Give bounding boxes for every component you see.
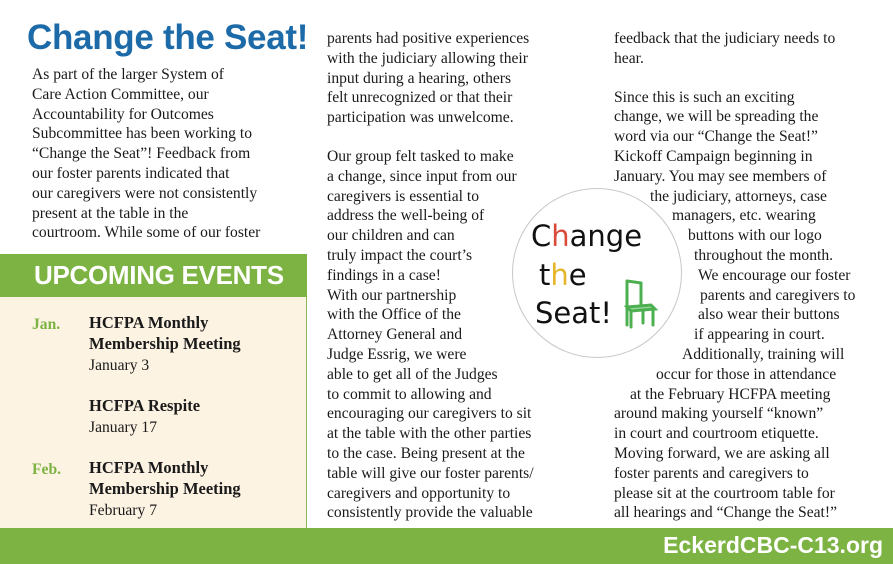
event-name-line: HCFPA Monthly — [89, 458, 209, 477]
upcoming-events-header — [0, 254, 307, 297]
paragraph — [614, 29, 884, 69]
upcoming-events-list — [0, 297, 307, 528]
text-line: feedback that the judiciary needs to — [614, 30, 836, 47]
text-line: Judge Essrig, we were — [327, 345, 467, 363]
text-line: at the February HCFPA meeting — [630, 385, 831, 403]
text-line: “Change the Seat”! Feedback from — [32, 145, 251, 163]
event-name-line: HCFPA Respite — [89, 396, 201, 415]
text-line: findings in a case! — [327, 266, 441, 284]
upcoming-events-title: UPCOMING EVENTS — [34, 260, 284, 290]
text-line: caregivers is essential to — [327, 187, 479, 205]
text-line: Our group felt tasked to make — [327, 147, 514, 165]
event-name-line: HCFPA Monthly — [89, 313, 209, 332]
text-line: parents and caregivers to — [700, 286, 856, 304]
text-line: with the Office of the — [327, 306, 461, 324]
paragraph — [327, 29, 597, 128]
text-line: input during a hearing, others — [327, 69, 512, 87]
text-line: encouraging our caregivers to sit — [327, 405, 532, 423]
text-line: to the case. Being present at the — [327, 444, 525, 462]
text-line: Accountability for Outcomes — [32, 105, 214, 123]
text-line: our children and can — [327, 227, 455, 245]
event-name — [89, 312, 299, 354]
text-line: present at the table in the — [32, 204, 189, 222]
text-line: January. You may see members of — [614, 167, 827, 185]
event-name — [89, 457, 299, 499]
text-line: consistently provide the valuable — [327, 504, 533, 522]
page-title: Change the Seat! — [27, 18, 309, 57]
text-line: Subcommittee has been working to — [32, 125, 253, 143]
intro-text — [32, 65, 312, 243]
text-line: Kickoff Campaign beginning in — [614, 147, 813, 165]
text-line: if appearing in court. — [694, 326, 825, 344]
text-line: As part of the larger System of — [32, 66, 224, 83]
logo-line-seat: Seat! — [535, 296, 613, 330]
event-name-line: Membership Meeting — [89, 479, 241, 498]
text-line: foster parents and caregivers to — [614, 464, 809, 482]
text-line: courtroom. While some of our foster — [32, 224, 261, 242]
event-date: February 7 — [89, 502, 157, 519]
text-line: with the judiciary allowing their — [327, 49, 528, 67]
logo-letter: e — [568, 258, 587, 292]
text-line: table will give our foster parents/ — [327, 464, 534, 482]
text-line: Moving forward, we are asking all — [614, 444, 830, 462]
logo-letter: C — [531, 219, 552, 253]
event-month: Feb. — [32, 461, 62, 478]
text-line: caregivers and opportunity to — [327, 484, 511, 502]
text-line: at the table with the other parties — [327, 425, 532, 443]
text-line: Additionally, training will — [682, 345, 845, 363]
text-line: parents had positive experiences — [327, 30, 530, 47]
logo-line-change — [531, 219, 642, 253]
text-line: all hearings and “Change the Seat!” — [614, 504, 837, 522]
text-line: our foster parents indicated that — [32, 164, 230, 182]
green-chair-icon — [621, 277, 659, 329]
text-line: We encourage our foster — [698, 266, 851, 284]
event-name-line: Membership Meeting — [89, 334, 241, 353]
event-date: January 17 — [89, 419, 157, 436]
footer-bar — [0, 528, 893, 564]
logo-letter-chair-yellow: h — [550, 258, 569, 292]
text-line: Since this is such an exciting — [614, 88, 795, 106]
text-line: occur for those in attendance — [656, 365, 837, 383]
text-line: to commit to allowing and — [327, 385, 492, 403]
text-line: able to get all of the Judges — [327, 365, 498, 383]
text-line: participation was unwelcome. — [327, 109, 514, 127]
text-line: felt unrecognized or that their — [327, 89, 513, 107]
text-line: around making yourself “known” — [614, 405, 824, 423]
website-url: EckerdCBC-C13.org — [663, 532, 883, 558]
text-line: also wear their buttons — [698, 306, 840, 324]
text-line: With our partnership — [327, 286, 457, 304]
text-line: buttons with our logo — [688, 227, 822, 245]
logo-line-the — [539, 258, 587, 292]
text-line: please sit at the courtroom table for — [614, 484, 835, 502]
text-line: the judiciary, attorneys, case — [650, 187, 827, 205]
text-line: Care Action Committee, our — [32, 85, 209, 103]
event-date: January 3 — [89, 357, 150, 374]
text-line: our caregivers were not consistently — [32, 184, 258, 202]
text-line: change, we will be spreading the — [614, 108, 819, 126]
change-the-seat-logo — [512, 188, 682, 358]
text-line: managers, etc. wearing — [672, 207, 816, 225]
logo-letter: t — [539, 258, 551, 292]
text-line: Attorney General and — [327, 326, 463, 344]
text-line: hear. — [614, 49, 644, 67]
text-line: address the well-being of — [327, 207, 485, 225]
text-line: truly impact the court’s — [327, 246, 473, 264]
event-month: Jan. — [32, 316, 61, 333]
text-line: word via our “Change the Seat!” — [614, 128, 818, 146]
text-line: throughout the month. — [694, 246, 834, 264]
logo-letters: ange — [569, 219, 643, 253]
text-line: a change, since input from our — [327, 167, 517, 185]
event-name — [89, 395, 299, 416]
text-line: in court and courtroom etiquette. — [614, 425, 819, 443]
logo-letter-chair-red: h — [551, 219, 570, 253]
